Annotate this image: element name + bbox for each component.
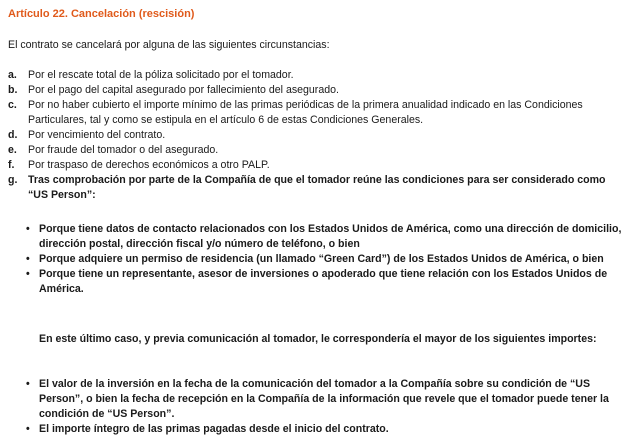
item-letter: d. [8,129,18,141]
us-person-reasons-list [26,222,626,297]
list-item-g [8,173,628,203]
last-case-paragraph: En este último caso, y previa comunicación al tomador, le correspondería el mayor de los siguientes importes: [39,333,597,345]
list-item [26,377,626,422]
item-text: Por el pago del capital asegurado por fallecimiento del asegurado. [28,84,339,96]
list-item-f [8,158,628,173]
intro-text: El contrato se cancelará por alguna de las siguientes circunstancias: [8,39,330,51]
item-letter: c. [8,99,17,111]
item-text: Por vencimiento del contrato. [28,129,166,141]
item-letter: a. [8,69,17,81]
item-letter: e. [8,144,17,156]
item-text: Por fraude del tomador o del asegurado. [28,144,219,156]
list-item-b [8,83,628,98]
bullet-icon: • [26,268,30,280]
list-item-e [8,143,628,158]
list-item-c [8,98,628,128]
list-item-d [8,128,628,143]
bullet-text: Porque adquiere un permiso de residencia (un llamado “Green Card”) de los Estados Unidos de América, o bien [39,253,604,265]
article-title: Artículo 22. Cancelación (rescisión) [8,8,195,20]
list-item [26,222,626,252]
bullet-text: El valor de la inversión en la fecha de la comunicación del tomador a la Compañía sobre su condición de “US Person”, o bien la fecha de recepción en la Compañía de la información que revele que el tomador puede tener la condición de “US Person”. [39,378,609,420]
item-letter: b. [8,84,18,96]
bullet-text: Porque tiene un representante, asesor de inversiones o apoderado que tiene relación con los Estados Unidos de América. [39,268,608,295]
cancellation-list [8,68,628,203]
item-text: Por no haber cubierto el importe mínimo de las primas periódicas de la primera anualidad indicado en las Condiciones Particulares, tal y como se estipula en el artículo 6 de estas Condiciones Generales. [28,99,583,126]
bullet-icon: • [26,253,30,265]
amounts-list [26,377,626,437]
bullet-icon: • [26,378,30,390]
item-letter: g. [8,174,18,186]
list-item [26,422,626,437]
bullet-text: Porque tiene datos de contacto relacionados con los Estados Unidos de América, como una dirección de domicilio, dirección postal, dirección fiscal y/o número de teléfono, o bien [39,223,622,250]
item-text: Por el rescate total de la póliza solicitado por el tomador. [28,69,294,81]
list-item [26,252,626,267]
item-letter: f. [8,159,15,171]
item-text: Tras comprobación por parte de la Compañía de que el tomador reúne las condiciones para ser considerado como “US Person”: [28,174,606,201]
bullet-text: El importe íntegro de las primas pagadas desde el inicio del contrato. [39,423,389,435]
bullet-icon: • [26,223,30,235]
bullet-icon: • [26,423,30,435]
list-item-a [8,68,628,83]
list-item [26,267,626,297]
item-text: Por traspaso de derechos económicos a otro PALP. [28,159,270,171]
